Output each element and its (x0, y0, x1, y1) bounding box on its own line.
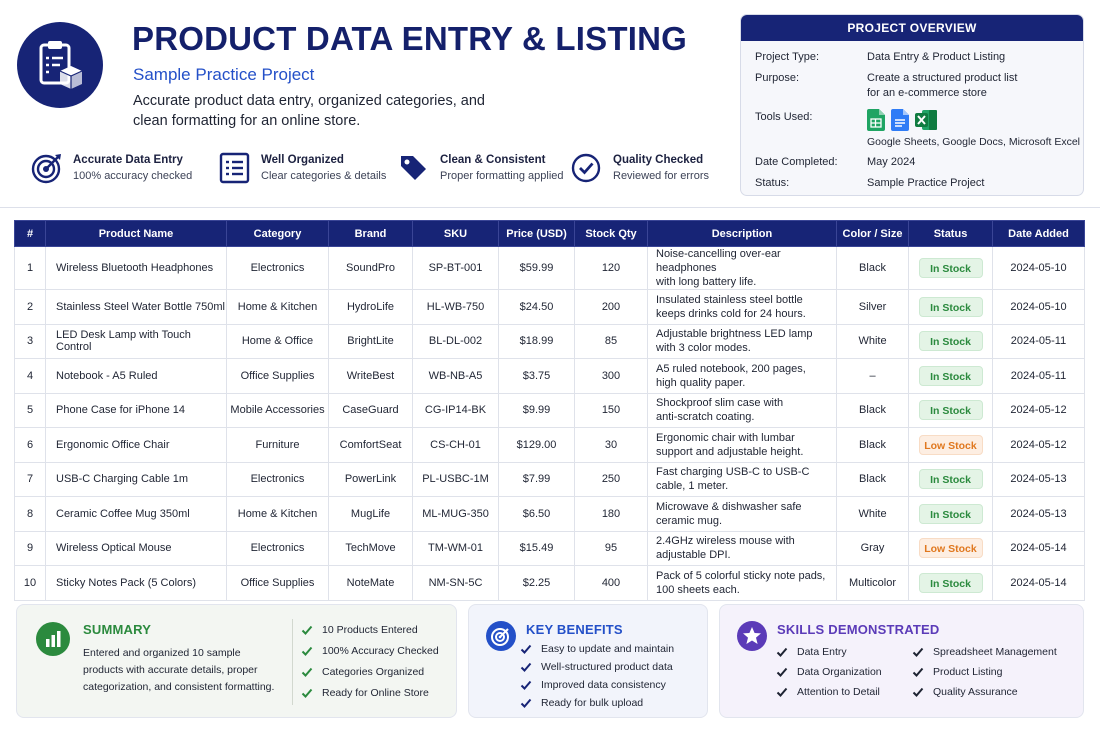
target-icon (486, 621, 516, 651)
price-cell: $7.99 (499, 462, 575, 497)
list-item-label: 10 Products Entered (322, 624, 418, 636)
product-name-cell: Notebook - A5 Ruled (46, 359, 227, 394)
status-badge: In Stock (919, 469, 983, 489)
row-number: 5 (15, 393, 46, 428)
table-row[interactable] (15, 359, 1085, 394)
status-cell (909, 462, 993, 497)
page-subtitle: Sample Practice Project (133, 65, 315, 84)
list-item (776, 646, 847, 658)
description-line: with long battery life. (656, 276, 757, 288)
sku-cell: SP-BT-001 (413, 247, 499, 290)
stock-qty-cell: 180 (575, 497, 648, 532)
status-badge: In Stock (919, 400, 983, 420)
list-item-label: Well-structured product data (541, 661, 673, 673)
list-item-label: Product Listing (933, 666, 1003, 678)
description-line: with 3 color modes. (656, 342, 751, 355)
list-item-label: Quality Assurance (933, 686, 1018, 698)
feature-well-organized (219, 152, 386, 186)
list-item (301, 666, 424, 678)
row-number: 6 (15, 428, 46, 463)
skills-title: SKILLS DEMONSTRATED (777, 622, 940, 637)
status-cell (909, 531, 993, 566)
sku-cell: ML-MUG-350 (413, 497, 499, 532)
table-row[interactable] (15, 462, 1085, 497)
list-item-label: Data Entry (797, 646, 847, 658)
feature-subtitle: Reviewed for errors (613, 170, 709, 182)
brand-cell: MugLife (329, 497, 413, 532)
feature-subtitle: 100% accuracy checked (73, 170, 193, 182)
list-item (520, 697, 643, 709)
checkmark-icon (776, 686, 788, 698)
price-cell: $9.99 (499, 393, 575, 428)
stock-qty-cell: 85 (575, 324, 648, 359)
status-cell (909, 247, 993, 290)
description-line: cable, 1 meter. (656, 480, 729, 493)
feature-quality-checked (571, 152, 709, 186)
check-circle-icon (571, 152, 603, 184)
status-value: Sample Practice Project (867, 177, 985, 189)
category-cell: Office Supplies (227, 359, 329, 394)
page-header (0, 0, 1100, 207)
checkmark-icon (776, 646, 788, 658)
purpose-value-line1: Create a structured product list (867, 72, 1018, 84)
brand-cell: NoteMate (329, 566, 413, 601)
purpose-label: Purpose: (755, 72, 800, 84)
row-number: 3 (15, 324, 46, 359)
list-item (912, 666, 1002, 678)
status-badge: In Stock (919, 258, 983, 278)
color-size-cell: White (837, 324, 909, 359)
checkmark-icon (301, 645, 313, 657)
date-added-cell: 2024-05-14 (993, 566, 1085, 601)
sku-cell: NM-SN-5C (413, 566, 499, 601)
brand-cell: ComfortSeat (329, 428, 413, 463)
checkmark-icon (912, 666, 924, 678)
page-title: PRODUCT DATA ENTRY & LISTING (132, 20, 687, 57)
checkmark-icon (301, 624, 313, 636)
list-item-label: Improved data consistency (541, 679, 666, 691)
list-item-label: Ready for bulk upload (541, 697, 644, 709)
tag-icon (398, 152, 430, 184)
description-line: Pack of 5 colorful sticky note pads, (656, 569, 826, 582)
status-badge: Low Stock (919, 538, 983, 558)
list-icon (219, 152, 251, 184)
checkmark-icon (520, 643, 532, 655)
column-header-number[interactable]: # (15, 221, 46, 247)
table-row[interactable] (15, 531, 1085, 566)
color-size-cell: Silver (837, 290, 909, 325)
description-line: 2.4GHz wireless mouse with (656, 535, 795, 548)
key-benefits-title: KEY BENEFITS (526, 622, 623, 637)
price-cell: $24.50 (499, 290, 575, 325)
brand-cell: WriteBest (329, 359, 413, 394)
price-cell: $6.50 (499, 497, 575, 532)
date-added-cell: 2024-05-12 (993, 428, 1085, 463)
description-line: 100 sheets each. (656, 583, 740, 596)
category-cell: Electronics (227, 462, 329, 497)
project-overview-heading: PROJECT OVERVIEW (741, 15, 1083, 41)
product-name-cell: Sticky Notes Pack (5 Colors) (46, 566, 227, 601)
description-line: Adjustable brightness LED lamp (656, 328, 813, 341)
product-name-cell: Wireless Bluetooth Headphones (46, 247, 227, 290)
google-docs-icon (891, 109, 909, 131)
column-header-price[interactable]: Price (USD) (499, 221, 575, 247)
list-item-label: Easy to update and maintain (541, 643, 675, 655)
row-number: 2 (15, 290, 46, 325)
color-size-cell: Gray (837, 531, 909, 566)
tools-used-label: Tools Used: (755, 111, 813, 123)
brand-cell: TechMove (329, 531, 413, 566)
price-cell: $15.49 (499, 531, 575, 566)
color-size-cell: – (837, 359, 909, 394)
list-item (301, 624, 418, 636)
description-cell (648, 531, 837, 566)
stock-qty-cell: 400 (575, 566, 648, 601)
status-cell (909, 324, 993, 359)
bar-chart-icon (36, 622, 70, 656)
sku-cell: HL-WB-750 (413, 290, 499, 325)
row-number: 7 (15, 462, 46, 497)
project-type-label: Project Type: (755, 51, 819, 63)
description-cell (648, 462, 837, 497)
checkmark-icon (301, 687, 313, 699)
list-item-label: Spreadsheet Management (933, 646, 1057, 658)
status-label: Status: (755, 177, 790, 189)
list-item-label: 100% Accuracy Checked (322, 645, 439, 657)
status-badge: In Stock (919, 504, 983, 524)
status-cell (909, 566, 993, 601)
tool-icons (867, 109, 937, 131)
feature-title: Quality Checked (613, 154, 704, 166)
description-line: anti-scratch coating. (656, 411, 755, 424)
description-cell (648, 393, 837, 428)
date-added-cell: 2024-05-11 (993, 359, 1085, 394)
product-name-cell: LED Desk Lamp with Touch Control (46, 324, 227, 359)
description-cell (648, 247, 837, 290)
date-added-cell: 2024-05-11 (993, 324, 1085, 359)
column-header-sku[interactable]: SKU (413, 221, 499, 247)
clipboard-box-logo-icon (17, 22, 103, 108)
stock-qty-cell: 200 (575, 290, 648, 325)
column-header-category[interactable]: Category (227, 221, 329, 247)
checkmark-icon (520, 661, 532, 673)
column-header-stock-qty[interactable]: Stock Qty (575, 221, 648, 247)
list-item (520, 679, 666, 691)
date-added-cell: 2024-05-12 (993, 393, 1085, 428)
date-completed-value: May 2024 (867, 156, 916, 168)
status-cell (909, 393, 993, 428)
feature-subtitle: Clear categories & details (261, 170, 387, 182)
product-name-cell: Ceramic Coffee Mug 350ml (46, 497, 227, 532)
list-item (520, 643, 674, 655)
status-cell (909, 359, 993, 394)
list-item (912, 646, 1057, 658)
stock-qty-cell: 120 (575, 247, 648, 290)
feature-clean-consistent (398, 152, 564, 186)
table-row[interactable] (15, 393, 1085, 428)
description-line: Fast charging USB-C to USB-C (656, 466, 810, 479)
list-item-label: Ready for Online Store (322, 687, 429, 699)
table-row[interactable] (15, 566, 1085, 601)
description-line: A5 ruled notebook, 200 pages, (656, 362, 806, 375)
description-line: adjustable DPI. (656, 549, 731, 562)
description-line: keeps drinks cold for 24 hours. (656, 307, 806, 320)
status-badge: In Stock (919, 331, 983, 351)
date-added-cell: 2024-05-14 (993, 531, 1085, 566)
description-cell (648, 428, 837, 463)
category-cell: Office Supplies (227, 566, 329, 601)
description-line: Microwave & dishwasher safe (656, 500, 802, 513)
header-divider (0, 207, 1100, 208)
table-row[interactable] (15, 497, 1085, 532)
brand-cell: PowerLink (329, 462, 413, 497)
color-size-cell: Black (837, 428, 909, 463)
price-cell: $59.99 (499, 247, 575, 290)
checkmark-icon (776, 666, 788, 678)
price-cell: $129.00 (499, 428, 575, 463)
checkmark-icon (301, 666, 313, 678)
product-table-container (14, 220, 1084, 601)
column-header-date-added[interactable]: Date Added (993, 221, 1085, 247)
table-header-row (15, 221, 1085, 247)
list-item (912, 686, 1018, 698)
column-header-description[interactable]: Description (648, 221, 837, 247)
category-cell: Furniture (227, 428, 329, 463)
summary-card (16, 604, 457, 718)
column-header-color-size[interactable]: Color / Size (837, 221, 909, 247)
sku-cell: PL-USBC-1M (413, 462, 499, 497)
sku-cell: WB-NB-A5 (413, 359, 499, 394)
microsoft-excel-icon (915, 109, 937, 131)
list-item (301, 687, 429, 699)
category-cell: Home & Office (227, 324, 329, 359)
color-size-cell: Black (837, 247, 909, 290)
product-name-cell: Ergonomic Office Chair (46, 428, 227, 463)
row-number: 1 (15, 247, 46, 290)
description-line: ceramic mug. (656, 514, 723, 527)
sku-cell: CS-CH-01 (413, 428, 499, 463)
checkmark-icon (912, 646, 924, 658)
list-item-label: Attention to Detail (797, 686, 880, 698)
brand-cell: SoundPro (329, 247, 413, 290)
color-size-cell: Black (837, 462, 909, 497)
product-name-cell: USB-C Charging Cable 1m (46, 462, 227, 497)
date-added-cell: 2024-05-13 (993, 497, 1085, 532)
description-cell (648, 566, 837, 601)
feature-subtitle: Proper formatting applied (440, 170, 564, 182)
brand-cell: CaseGuard (329, 393, 413, 428)
description-line: high quality paper. (656, 376, 746, 389)
date-added-cell: 2024-05-10 (993, 247, 1085, 290)
target-icon (31, 152, 63, 184)
brand-cell: HydroLife (329, 290, 413, 325)
date-added-cell: 2024-05-10 (993, 290, 1085, 325)
status-cell (909, 497, 993, 532)
summary-title: SUMMARY (83, 622, 152, 637)
tools-used-value: Google Sheets, Google Docs, Microsoft Excel (867, 136, 1081, 148)
table-row[interactable] (15, 247, 1085, 290)
stock-qty-cell: 95 (575, 531, 648, 566)
list-item (520, 661, 673, 673)
table-body (15, 247, 1085, 601)
product-name-cell: Stainless Steel Water Bottle 750ml (46, 290, 227, 325)
checkmark-icon (520, 679, 532, 691)
stock-qty-cell: 300 (575, 359, 648, 394)
category-cell: Home & Kitchen (227, 290, 329, 325)
table-row[interactable] (15, 324, 1085, 359)
list-item-label: Categories Organized (322, 666, 425, 678)
column-header-brand[interactable]: Brand (329, 221, 413, 247)
status-cell (909, 428, 993, 463)
price-cell: $18.99 (499, 324, 575, 359)
feature-title: Accurate Data Entry (73, 154, 183, 166)
checkmark-icon (520, 697, 532, 709)
description-cell (648, 497, 837, 532)
description-cell (648, 359, 837, 394)
status-badge: In Stock (919, 366, 983, 386)
stock-qty-cell: 150 (575, 393, 648, 428)
price-cell: $2.25 (499, 566, 575, 601)
sku-cell: BL-DL-002 (413, 324, 499, 359)
row-number: 8 (15, 497, 46, 532)
description-line: support and adjustable height. (656, 445, 804, 458)
table-row[interactable] (15, 290, 1085, 325)
description-line: Shockproof slim case with (656, 397, 784, 410)
list-item (301, 645, 439, 657)
category-cell: Home & Kitchen (227, 497, 329, 532)
list-item (776, 686, 880, 698)
category-cell: Mobile Accessories (227, 393, 329, 428)
star-icon (737, 621, 767, 651)
column-header-status[interactable]: Status (909, 221, 993, 247)
row-number: 4 (15, 359, 46, 394)
color-size-cell: Multicolor (837, 566, 909, 601)
column-header-product-name[interactable]: Product Name (46, 221, 227, 247)
color-size-cell: White (837, 497, 909, 532)
key-benefits-card (468, 604, 708, 718)
table-row[interactable] (15, 428, 1085, 463)
feature-accurate-data-entry (31, 152, 192, 186)
description-line: Ergonomic chair with lumbar (656, 431, 795, 444)
row-number: 10 (15, 566, 46, 601)
product-table (14, 220, 1085, 601)
date-completed-label: Date Completed: (755, 156, 838, 168)
purpose-value-line2: for an e-commerce store (867, 87, 987, 99)
brand-cell: BrightLite (329, 324, 413, 359)
price-cell: $3.75 (499, 359, 575, 394)
status-badge: Low Stock (919, 435, 983, 455)
feature-title: Well Organized (261, 154, 344, 166)
description-line: Noise-cancelling over-ear headphones (656, 248, 781, 274)
checkmark-icon (912, 686, 924, 698)
status-cell (909, 290, 993, 325)
description-cell (648, 324, 837, 359)
category-cell: Electronics (227, 247, 329, 290)
feature-title: Clean & Consistent (440, 154, 546, 166)
color-size-cell: Black (837, 393, 909, 428)
summary-text: Entered and organized 10 sample products with accurate details, proper categorization, and consistent formatting. (83, 647, 275, 693)
list-item (776, 666, 882, 678)
stock-qty-cell: 250 (575, 462, 648, 497)
skills-card (719, 604, 1084, 718)
page-tagline: Accurate product data entry, organized categories, and clean formatting for an online store. (133, 93, 485, 129)
sku-cell: CG-IP14-BK (413, 393, 499, 428)
description-cell (648, 290, 837, 325)
product-name-cell: Phone Case for iPhone 14 (46, 393, 227, 428)
status-badge: In Stock (919, 573, 983, 593)
list-item-label: Data Organization (797, 666, 882, 678)
category-cell: Electronics (227, 531, 329, 566)
summary-divider (292, 619, 293, 705)
stock-qty-cell: 30 (575, 428, 648, 463)
project-type-value: Data Entry & Product Listing (867, 51, 1006, 63)
project-overview-panel (740, 14, 1084, 196)
date-added-cell: 2024-05-13 (993, 462, 1085, 497)
google-sheets-icon (867, 109, 885, 131)
sku-cell: TM-WM-01 (413, 531, 499, 566)
row-number: 9 (15, 531, 46, 566)
description-line: Insulated stainless steel bottle (656, 293, 803, 306)
product-name-cell: Wireless Optical Mouse (46, 531, 227, 566)
status-badge: In Stock (919, 297, 983, 317)
